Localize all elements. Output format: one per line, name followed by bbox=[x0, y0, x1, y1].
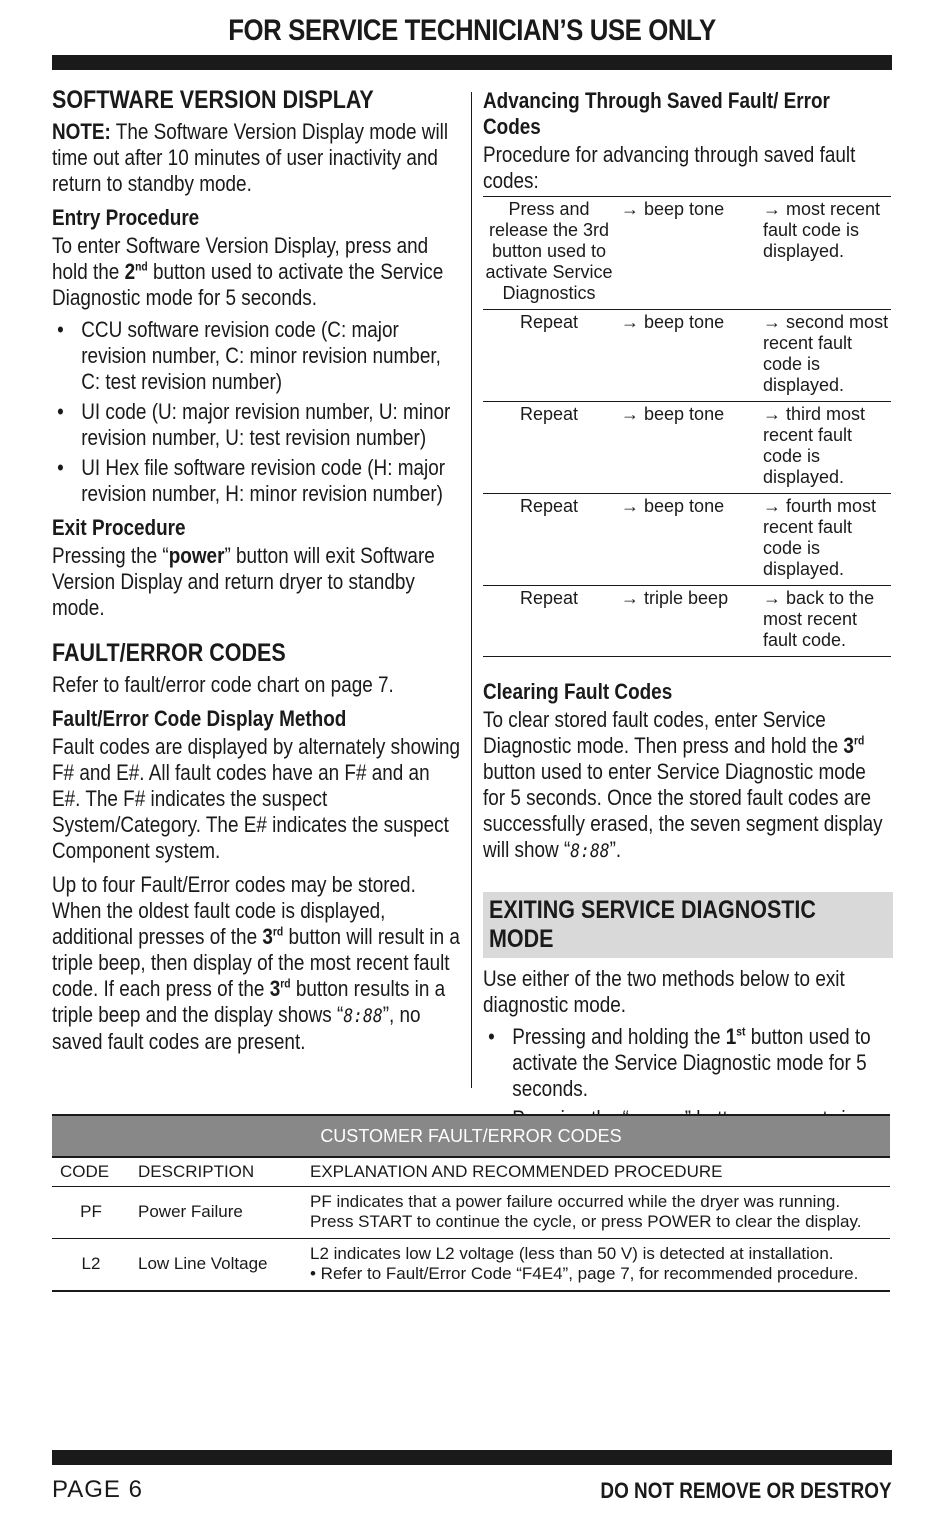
table-row bbox=[483, 586, 891, 657]
exiting-intro: Use either of the two methods below to exit diagnostic mode. bbox=[483, 966, 845, 1017]
list-item: • CCU software revision code (C: major revision number, C: minor revision number, C: test revision number) bbox=[52, 317, 461, 395]
description-cell: Low Line Voltage bbox=[130, 1239, 302, 1292]
advancing-heading: Advancing Through Saved Fault/ Error Codes bbox=[483, 88, 830, 139]
advance-sound: → triple beep bbox=[621, 588, 729, 608]
right-column bbox=[483, 88, 893, 1164]
list-item: • Pressing and holding the 1st button used to activate the Service Diagnostic mode for 5 seconds. bbox=[483, 1024, 892, 1102]
exiting-heading: EXITING SERVICE DIAGNOSTIC MODE bbox=[489, 896, 816, 953]
advancing-table bbox=[483, 196, 891, 657]
display-method-heading: Fault/Error Code Display Method bbox=[52, 706, 347, 731]
advance-result: → most recent fault code is displayed. bbox=[763, 199, 881, 261]
column-header: DESCRIPTION bbox=[130, 1158, 302, 1187]
footer-notice: DO NOT REMOVE OR DESTROY bbox=[600, 1478, 892, 1503]
advancing-intro: Procedure for advancing through saved fault codes: bbox=[483, 142, 856, 193]
advance-result: → second most recent fault code is displayed. bbox=[763, 312, 889, 395]
column-header: EXPLANATION AND RECOMMENDED PROCEDURE bbox=[302, 1158, 890, 1187]
left-column bbox=[52, 86, 462, 1061]
page-number: PAGE 6 bbox=[52, 1476, 143, 1503]
advance-sound: → beep tone bbox=[621, 312, 725, 332]
top-rule bbox=[52, 55, 892, 70]
advance-action: Repeat bbox=[519, 588, 579, 608]
advance-sound: → beep tone bbox=[621, 496, 725, 516]
table-row bbox=[483, 402, 891, 494]
table-row bbox=[52, 1187, 890, 1239]
explanation-cell: PF indicates that a power failure occurred while the dryer was running. Press START to continue the cycle, or press POWER to clear the display. bbox=[302, 1187, 890, 1239]
bottom-rule bbox=[52, 1450, 892, 1465]
software-note: NOTE: The Software Version Display mode will time out after 10 minutes of user inactivity and return to standby mode. bbox=[52, 119, 449, 196]
advance-action: Repeat bbox=[519, 312, 579, 332]
customer-table-title: CUSTOMER FAULT/ERROR CODES bbox=[52, 1114, 890, 1158]
fault-error-heading: FAULT/ERROR CODES bbox=[52, 639, 286, 667]
customer-codes-table bbox=[52, 1114, 890, 1292]
clearing-text: To clear stored fault codes, enter Service Diagnostic mode. Then press and hold the 3rd button used to enter Service Diagnostic mode for 5 seconds. Once the stored fault codes are successfully erased, the seven segment display will show “8:88”. bbox=[483, 707, 883, 862]
advance-sound: → beep tone bbox=[621, 404, 725, 424]
table-row bbox=[483, 197, 891, 310]
code-cell: L2 bbox=[52, 1239, 130, 1292]
advance-action: Repeat bbox=[519, 496, 579, 516]
software-version-heading: SOFTWARE VERSION DISPLAY bbox=[52, 86, 374, 114]
customer-table-body bbox=[52, 1158, 890, 1292]
software-bullet-list bbox=[52, 317, 461, 507]
exit-procedure-heading: Exit Procedure bbox=[52, 515, 186, 540]
advance-result: → back to the most recent fault code. bbox=[763, 588, 875, 650]
advance-sound: → beep tone bbox=[621, 199, 725, 219]
advance-result: → fourth most recent fault code is displayed. bbox=[763, 496, 877, 579]
code-cell: PF bbox=[52, 1187, 130, 1239]
table-header-row bbox=[52, 1158, 890, 1187]
exiting-heading-band bbox=[483, 892, 893, 958]
table-row bbox=[483, 310, 891, 402]
column-divider bbox=[471, 92, 472, 1088]
clearing-heading: Clearing Fault Codes bbox=[483, 679, 673, 704]
entry-procedure-heading: Entry Procedure bbox=[52, 205, 200, 230]
list-item: • UI Hex file software revision code (H: major revision number, H: minor revision number) bbox=[52, 455, 461, 507]
table-row bbox=[52, 1239, 890, 1292]
entry-procedure-text: To enter Software Version Display, press and hold the 2nd button used to activate the Service Diagnostic mode for 5 seconds. bbox=[52, 233, 444, 310]
display-method-text: Fault codes are displayed by alternately showing F# and E#. All fault codes have an F# and an E#. The F# indicates the suspect System/Category. The E# indicates the suspect Component system. bbox=[52, 734, 461, 863]
exit-procedure-text: Pressing the “power” button will exit Software Version Display and return dryer to standby mode. bbox=[52, 543, 435, 620]
description-cell: Power Failure bbox=[130, 1187, 302, 1239]
stored-codes-text: Up to four Fault/Error codes may be stored. When the oldest fault code is displayed, additional presses of the 3rd button will result in a triple beep, then display of the most recent fault code. If each press of the 3rd button results in a triple beep and the display shows “8:88”, no saved fault codes are present. bbox=[52, 872, 460, 1054]
list-item: • UI code (U: major revision number, U: minor revision number, U: test revision number) bbox=[52, 399, 461, 451]
fault-reference: Refer to fault/error code chart on page 7. bbox=[52, 672, 394, 697]
page-title: FOR SERVICE TECHNICIAN’S USE ONLY bbox=[228, 14, 716, 47]
advance-result: → third most recent fault code is displayed. bbox=[763, 404, 866, 487]
explanation-cell: L2 indicates low L2 voltage (less than 50 V) is detected at installation. • Refer to Fault/Error Code “F4E4”, page 7, for recommended procedure. bbox=[302, 1239, 890, 1292]
table-row bbox=[483, 494, 891, 586]
column-header: CODE bbox=[52, 1158, 130, 1187]
advance-action: Press and release the 3rd button used to activate Service Diagnostics bbox=[485, 199, 613, 303]
advance-action: Repeat bbox=[519, 404, 579, 424]
